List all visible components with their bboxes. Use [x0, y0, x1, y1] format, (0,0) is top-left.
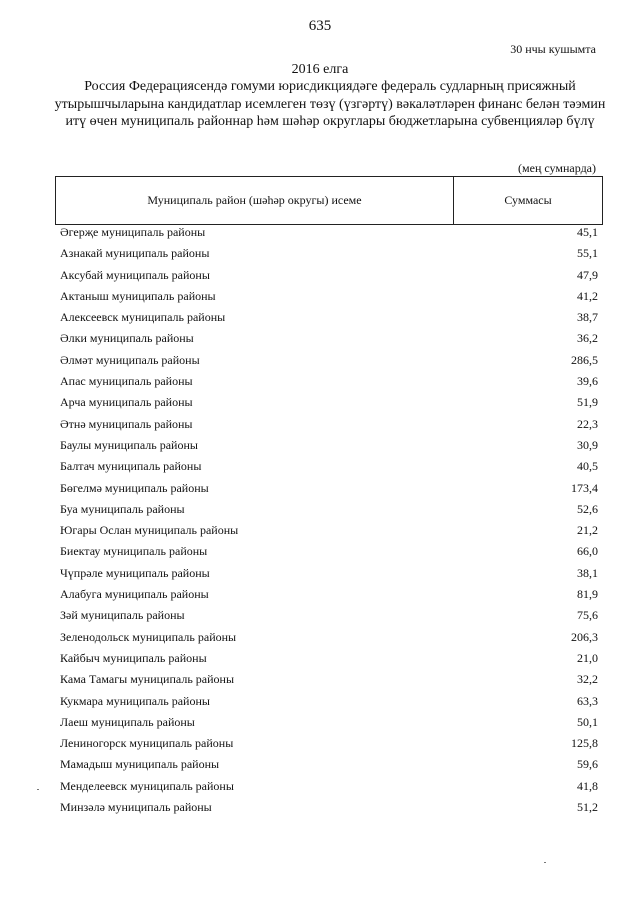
table-row	[60, 456, 598, 477]
table-row	[60, 307, 598, 328]
district-name: Буа муниципаль районы	[60, 501, 185, 516]
district-name: Аксубай муниципаль районы	[60, 267, 210, 282]
table-row	[60, 286, 598, 307]
subvention-amount: 45,1	[577, 225, 598, 239]
table-row	[60, 350, 598, 371]
document-title: Россия Федерациясендә гомуми юрисдикциядәге федераль судларның присяжный утырышчыларына кандидатлар исемлеген төзү (үзгәртү) вәкаләтләрен финанс белән тәэмин итү өчен муниципаль районнар һәм шәһәр округлары бюджетларына субвенцияләр бүлү	[54, 79, 606, 129]
subvention-amount: 21,0	[577, 650, 598, 665]
district-name: Кама Тамагы муниципаль районы	[60, 672, 235, 687]
subvention-amount: 38,7	[577, 310, 598, 325]
table-row	[60, 435, 598, 456]
district-name: Минзәлә муниципаль районы	[60, 800, 212, 815]
district-name: Азнакай муниципаль районы	[60, 246, 210, 261]
scan-speck	[544, 862, 546, 863]
table-row	[60, 520, 598, 541]
table-row	[60, 627, 598, 648]
district-name: Кукмара муниципаль районы	[60, 693, 210, 708]
district-name: Мамадыш муниципаль районы	[60, 757, 220, 772]
table-row	[60, 797, 598, 818]
subvention-amount: 50,1	[577, 714, 598, 729]
table-row	[60, 584, 598, 605]
table-row	[60, 712, 598, 733]
table-row	[60, 754, 598, 775]
subvention-amount: 21,2	[577, 523, 598, 538]
table-row	[60, 563, 598, 584]
district-name: Апас муниципаль районы	[60, 374, 193, 389]
table-row	[60, 478, 598, 499]
district-name: Алабуга муниципаль районы	[60, 587, 209, 602]
subvention-amount: 32,2	[577, 672, 598, 687]
district-name: Әгерҗе муниципаль районы	[60, 225, 206, 239]
district-name: Югары Ослан муниципаль районы	[60, 523, 239, 538]
table-header	[55, 176, 603, 225]
district-name: Балтач муниципаль районы	[60, 459, 202, 474]
district-name: Бөгелмә муниципаль районы	[60, 480, 209, 495]
district-name: Әтнә муниципаль районы	[60, 416, 193, 431]
subvention-amount: 51,9	[577, 395, 598, 410]
table-row	[60, 328, 598, 349]
district-name: Актаныш муниципаль районы	[60, 288, 216, 303]
district-name: Баулы муниципаль районы	[60, 437, 198, 452]
table-row	[60, 691, 598, 712]
table-row	[60, 541, 598, 562]
column-header-name: Муниципаль район (шәһәр округы) исеме	[56, 177, 454, 225]
district-name: Кайбыч муниципаль районы	[60, 650, 207, 665]
page-number: 635	[308, 18, 332, 34]
table-row	[60, 776, 598, 797]
district-name: Зәй муниципаль районы	[60, 608, 185, 623]
subvention-amount: 206,3	[571, 629, 598, 644]
district-name: Биектау муниципаль районы	[60, 544, 208, 559]
subvention-amount: 173,4	[571, 480, 598, 495]
subvention-amount: 51,2	[577, 800, 598, 815]
subvention-amount: 41,8	[577, 778, 598, 793]
subvention-amount: 286,5	[571, 352, 598, 367]
district-name: Әлмәт муниципаль районы	[60, 352, 200, 367]
unit-note: (мең сумнарда)	[518, 161, 596, 175]
subvention-amount: 36,2	[577, 331, 598, 346]
scan-speck	[37, 789, 39, 790]
subvention-amount: 63,3	[577, 693, 598, 708]
document-year: 2016 елга	[291, 62, 349, 77]
subvention-amount: 59,6	[577, 757, 598, 772]
district-name: Лаеш муниципаль районы	[60, 714, 195, 729]
subvention-amount: 66,0	[577, 544, 598, 559]
subvention-amount: 52,6	[577, 501, 598, 516]
subvention-amount: 39,6	[577, 374, 598, 389]
table-row	[60, 648, 598, 669]
subvention-amount: 47,9	[577, 267, 598, 282]
table-row	[60, 499, 598, 520]
subvention-amount: 38,1	[577, 565, 598, 580]
appendix-label: 30 нчы кушымта	[510, 42, 596, 56]
table-row	[60, 371, 598, 392]
district-name: Лениногорск муниципаль районы	[60, 736, 234, 751]
district-name: Алексеевск муниципаль районы	[60, 310, 226, 325]
subvention-amount: 22,3	[577, 416, 598, 431]
table-row	[60, 414, 598, 435]
table-row	[60, 222, 598, 243]
table-row	[60, 265, 598, 286]
table-row	[60, 605, 598, 626]
table-body	[60, 222, 598, 818]
district-name: Зеленодольск муниципаль районы	[60, 629, 237, 644]
table-row	[60, 243, 598, 264]
subvention-amount: 30,9	[577, 437, 598, 452]
district-name: Менделеевск муниципаль районы	[60, 778, 234, 793]
subvention-amount: 40,5	[577, 459, 598, 474]
table-row	[60, 392, 598, 413]
table-row	[60, 669, 598, 690]
subvention-amount: 41,2	[577, 288, 598, 303]
column-header-amount: Суммасы	[454, 177, 603, 225]
district-name: Әлки муниципаль районы	[60, 331, 194, 346]
subvention-amount: 55,1	[577, 246, 598, 261]
district-name: Арча муниципаль районы	[60, 395, 193, 410]
table-row	[60, 733, 598, 754]
district-name: Чүпрәле муниципаль районы	[60, 565, 210, 580]
subvention-amount: 125,8	[571, 736, 598, 751]
subvention-amount: 75,6	[577, 608, 598, 623]
subvention-amount: 81,9	[577, 587, 598, 602]
